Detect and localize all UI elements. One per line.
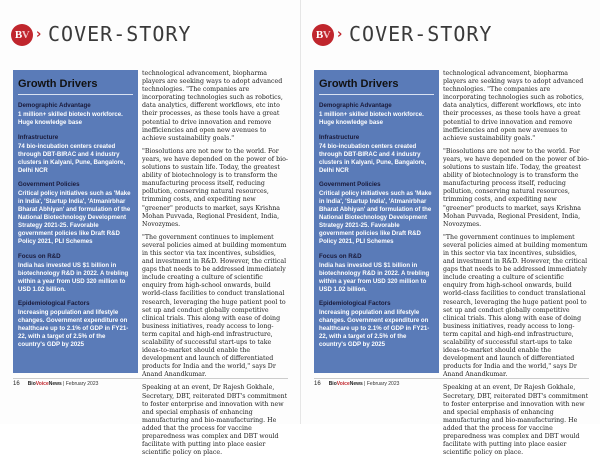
driver-text: Critical policy initiatives such as 'Make in India', 'Startup India', 'Atmanirbhar Bharat Abhiyan' and formulation of the National Biotechnology Development Strategy 2021-25. Favorable government policies like Draft R&D Policy 2021, PLI Schemes	[18, 190, 131, 245]
article-body	[142, 70, 288, 457]
chevron-right-icon: ›	[337, 27, 343, 42]
driver-heading: Focus on R&D	[319, 252, 362, 260]
growth-drivers-box	[314, 70, 439, 373]
driver-text: 1 million+ skilled biotech workforce. Huge knowledge base	[18, 111, 123, 126]
driver-text: India has invested US $1 billion in biotechnology R&D in 2022. A trebling within a year from USD 320 million to USD 1.02 billion.	[319, 261, 430, 293]
biovoice-logo: BV	[11, 24, 33, 46]
footer-issue: | February 2023	[63, 381, 99, 387]
biovoice-logo: BV	[312, 24, 334, 46]
section-title: COVER-STORY	[349, 22, 493, 46]
page-footer	[314, 378, 589, 389]
article-body	[443, 70, 589, 457]
growth-drivers-box	[13, 70, 138, 373]
footer-issue: | February 2023	[364, 381, 400, 387]
driver-heading: Epidemiological Factors	[18, 300, 90, 308]
driver-text: India has invested US $1 billion in biotechnology R&D in 2022. A trebling within a year from USD 320 million to USD 1.02 billion.	[18, 261, 129, 293]
driver-text: 74 bio-incubation centers created through DBT-BIRAC and 4 industry clusters in Kalyani, Pune, Bangalore, Delhi NCR	[18, 142, 126, 174]
growth-drivers-title: Growth Drivers	[18, 78, 133, 95]
article-paragraph: Speaking at an event, Dr Rajesh Gokhale, Secretary, DBT, reiterated DBT's commitment to foster enterprise and innovation with new and special emphasis of enhancing manufacturing and bio-manufacturing. He added that the process for vaccine preparedness was complex and DBT would facilitate with putting into place easier scientific policy on place.	[443, 384, 589, 457]
driver-text: 74 bio-incubation centers created through DBT-BIRAC and 4 industry clusters in Kalyani, Pune, Bangalore, Delhi NCR	[319, 142, 427, 174]
growth-drivers-title: Growth Drivers	[319, 78, 434, 95]
article-paragraph: "The government continues to implement several policies aimed at building momentum in this sector via tax incentives, subsidies, and investment in R&D. However, the critical gaps that needs to be addressed immediately include creating a culture of scientific enquiry from high-school onwards, build world-class facilities to conduct translational research, leveraging the huge patient pool to set up and conduct globally competitive clinical trials. This along with ease of doing business initiatives, ready access to long-term capital and high-end infrastructure, scalability of successful start-ups to take ideas-to-market should enable the development and launch of differentiated products for India and the world," says Dr Anand Anandkumar.	[443, 233, 588, 379]
driver-heading: Infrastructure	[319, 133, 360, 141]
driver-text: 1 million+ skilled biotech workforce. Huge knowledge base	[319, 111, 424, 126]
chevron-right-icon: ›	[36, 27, 42, 42]
right-page	[300, 0, 600, 457]
article-paragraph: "Biosolutions are not new to the world. For years, we have depended on the power of bio-solutions to sustain life. Today, the greatest ability of biotechnology is to transform the manufacturing process itself, reducing pollution, conserving natural resources, trimming costs, and expediting new "greener" products to market, says Krishna Mohan Puvvada, Regional President, India, Novozymes.	[443, 147, 589, 228]
driver-heading: Focus on R&D	[18, 252, 61, 260]
article-paragraph: technological advancement, biopharma players are seeking ways to adopt advanced technologies. "The companies are incorporating technologies such as robotics, data analytics, different workflows, etc into their processes, as these tools have a great potential to drive innovation and remove inefficiencies and open new avenues to achieve sustainability goals."	[443, 70, 584, 142]
article-paragraph: technological advancement, biopharma players are seeking ways to adopt advanced technologies. "The companies are incorporating technologies such as robotics, data analytics, different workflows, etc into their processes, as these tools have a great potential to drive innovation and remove inefficiencies and open new avenues to achieve sustainability goals."	[142, 70, 283, 142]
section-title: COVER-STORY	[48, 22, 192, 46]
driver-heading: Infrastructure	[18, 133, 59, 141]
driver-heading: Demographic Advantage	[319, 102, 392, 109]
driver-heading: Government Policies	[319, 181, 381, 189]
driver-heading: Epidemiological Factors	[319, 300, 391, 308]
page-number: 16	[314, 381, 321, 387]
article-paragraph: "Biosolutions are not new to the world. For years, we have depended on the power of bio-solutions to sustain life. Today, the greatest ability of biotechnology is to transform the manufacturing process itself, reducing pollution, conserving natural resources, trimming costs, and expediting new "greener" products to market, says Krishna Mohan Puvvada, Regional President, India, Novozymes.	[142, 147, 288, 228]
page-footer	[13, 378, 288, 389]
footer-brand: BioVoiceNews	[27, 381, 62, 387]
driver-text: Critical policy initiatives such as 'Make in India', 'Startup India', 'Atmanirbhar Bharat Abhiyan' and formulation of the National Biotechnology Development Strategy 2021-25. Favorable government policies like Draft R&D Policy 2021, PLI Schemes	[319, 190, 432, 245]
driver-heading: Government Policies	[18, 181, 80, 189]
driver-text: Increasing population and lifestyle changes. Government expenditure on healthcare up to 2.1% of GDP in FY21-22, with a target of 2.5% of the country's GDP by 2025	[319, 309, 430, 349]
driver-text: Increasing population and lifestyle changes. Government expenditure on healthcare up to 2.1% of GDP in FY21-22, with a target of 2.5% of the country's GDP by 2025	[18, 309, 129, 349]
footer-brand: BioVoiceNews	[328, 381, 363, 387]
article-paragraph: Speaking at an event, Dr Rajesh Gokhale, Secretary, DBT, reiterated DBT's commitment to foster enterprise and innovation with new and special emphasis of enhancing manufacturing and bio-manufacturing. He added that the process for vaccine preparedness was complex and DBT would facilitate with putting into place easier scientific policy on place.	[142, 384, 288, 457]
article-paragraph: "The government continues to implement several policies aimed at building momentum in this sector via tax incentives, subsidies, and investment in R&D. However, the critical gaps that needs to be addressed immediately include creating a culture of scientific enquiry from high-school onwards, build world-class facilities to conduct translational research, leveraging the huge patient pool to set up and conduct globally competitive clinical trials. This along with ease of doing business initiatives, ready access to long-term capital and high-end infrastructure, scalability of successful start-ups to take ideas-to-market should enable the development and launch of differentiated products for India and the world," says Dr Anand Anandkumar.	[142, 233, 287, 379]
page-number: 16	[13, 381, 20, 387]
driver-heading: Demographic Advantage	[18, 102, 91, 109]
